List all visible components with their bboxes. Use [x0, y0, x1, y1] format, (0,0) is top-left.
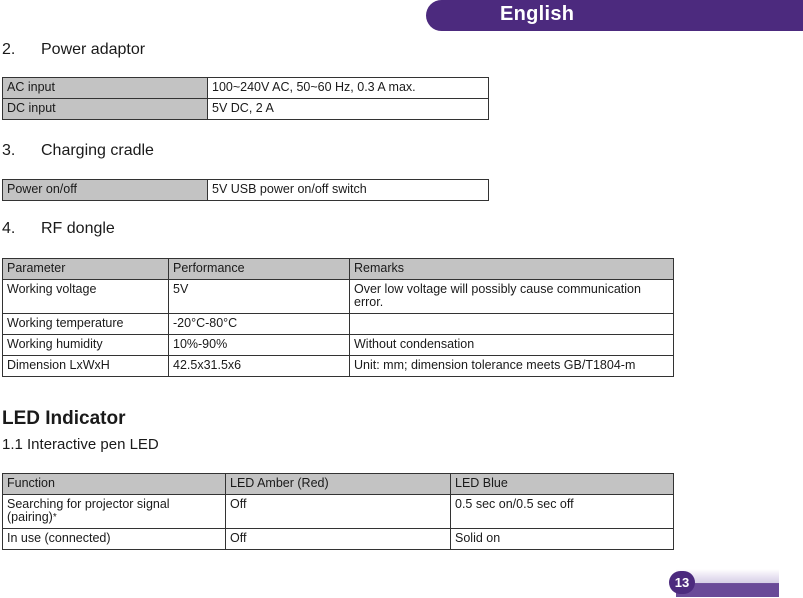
table-cell: 5V: [169, 280, 350, 314]
column-header: Function: [3, 474, 226, 495]
table-row: [3, 78, 489, 99]
table-cell: Without condensation: [350, 335, 674, 356]
table-cell: Off: [226, 495, 451, 529]
power-adaptor-heading: [2, 41, 145, 59]
table-cell: [3, 495, 226, 529]
table-row: [3, 356, 674, 377]
table-key: DC input: [3, 99, 208, 120]
led-indicator-subtitle: 1.1 Interactive pen LED: [2, 436, 159, 453]
table-value: 100~240V AC, 50~60 Hz, 0.3 A max.: [208, 78, 489, 99]
table-cell: Working temperature: [3, 314, 169, 335]
table-key: Power on/off: [3, 180, 208, 201]
section-title: RF dongle: [41, 220, 115, 237]
charging-cradle-table: [2, 179, 489, 201]
table-cell: -20°C-80°C: [169, 314, 350, 335]
column-header: LED Amber (Red): [226, 474, 451, 495]
section-number: 4.: [2, 220, 16, 237]
rf-dongle-heading: [2, 220, 115, 238]
table-value: 5V USB power on/off switch: [208, 180, 489, 201]
table-row: [3, 180, 489, 201]
table-value: 5V DC, 2 A: [208, 99, 489, 120]
table-cell: 0.5 sec on/0.5 sec off: [451, 495, 674, 529]
led-indicator-title: LED Indicator: [2, 408, 126, 429]
page-number: 13: [669, 571, 695, 594]
function-text: Searching for projector signal (pairing): [7, 497, 170, 524]
table-cell: Off: [226, 529, 451, 550]
table-header-row: [3, 259, 674, 280]
section-number: 3.: [2, 142, 16, 159]
table-row: [3, 529, 674, 550]
table-cell: Over low voltage will possibly cause communication error.: [350, 280, 674, 314]
section-title: Charging cradle: [41, 142, 154, 159]
table-header-row: [3, 474, 674, 495]
table-cell: In use (connected): [3, 529, 226, 550]
table-key: AC input: [3, 78, 208, 99]
table-cell: Solid on: [451, 529, 674, 550]
footnote-mark: *: [52, 512, 57, 523]
column-header: LED Blue: [451, 474, 674, 495]
table-row: [3, 495, 674, 529]
section-title: Power adaptor: [41, 41, 146, 58]
table-cell: Dimension LxWxH: [3, 356, 169, 377]
language-label: English: [500, 3, 575, 25]
table-cell: Unit: mm; dimension tolerance meets GB/T1804-m: [350, 356, 674, 377]
section-number: 2.: [2, 41, 16, 58]
charging-cradle-heading: [2, 142, 154, 160]
table-row: [3, 99, 489, 120]
column-header: Remarks: [350, 259, 674, 280]
table-cell: Working humidity: [3, 335, 169, 356]
power-adaptor-table: [2, 77, 489, 120]
rf-dongle-table: [2, 258, 674, 377]
column-header: Performance: [169, 259, 350, 280]
table-cell: 10%-90%: [169, 335, 350, 356]
table-row: [3, 314, 674, 335]
column-header: Parameter: [3, 259, 169, 280]
table-row: [3, 335, 674, 356]
table-row: [3, 280, 674, 314]
table-cell: [350, 314, 674, 335]
table-cell: Working voltage: [3, 280, 169, 314]
table-cell: 42.5x31.5x6: [169, 356, 350, 377]
led-indicator-table: [2, 473, 674, 550]
language-tab: [426, 0, 803, 31]
